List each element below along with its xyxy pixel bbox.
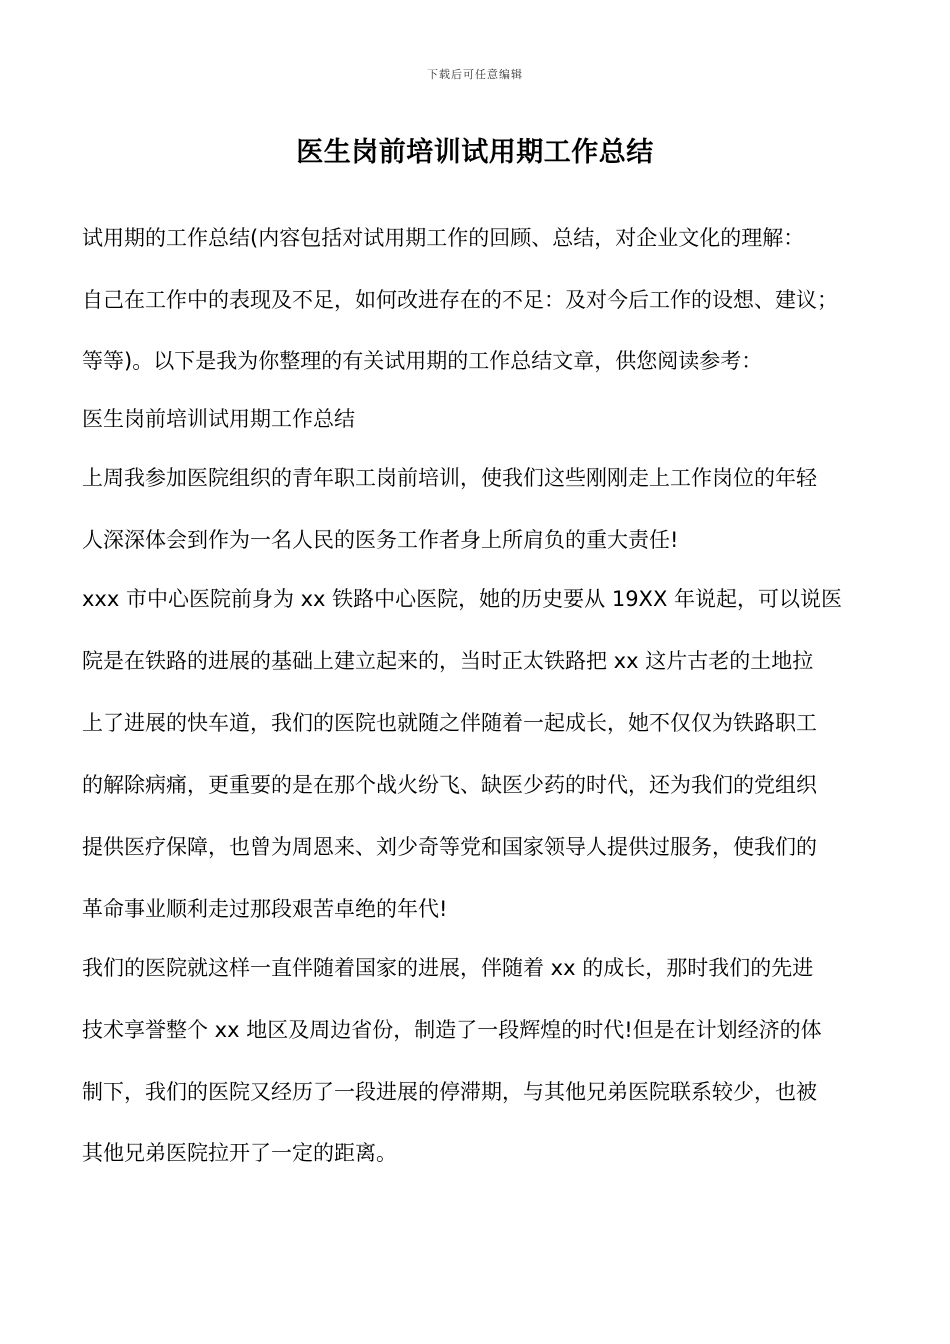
body-line: 制下，我们的医院又经历了一段进展的停滞期，与其他兄弟医院联系较少，也被 [82,1080,817,1104]
body-line: 自己在工作中的表现及不足，如何改进存在的不足：及对今后工作的设想、建议； [82,288,838,312]
section-heading: 医生岗前培训试用期工作总结 [82,407,355,431]
body-line: 技术享誉整个 xx 地区及周边省份，制造了一段辉煌的时代!但是在计划经济的体 [82,1018,822,1042]
body-line: 上了进展的快车道，我们的医院也就随之伴随着一起成长，她不仅仅为铁路职工 [82,711,817,735]
header-note: 下载后可任意编辑 [427,68,523,81]
body-line: 人深深体会到作为一名人民的医务工作者身上所肩负的重大责任! [82,528,679,552]
body-line: 上周我参加医院组织的青年职工岗前培训，使我们这些刚刚走上工作岗位的年轻 [82,466,817,490]
body-line: 试用期的工作总结(内容包括对试用期工作的回顾、总结，对企业文化的理解： [82,226,805,250]
body-line: 其他兄弟医院拉开了一定的距离。 [82,1141,397,1165]
body-line: 的解除病痛，更重要的是在那个战火纷飞、缺医少药的时代，还为我们的党组织 [82,773,817,797]
body-line: xxx 市中心医院前身为 xx 铁路中心医院，她的历史要从 19XX 年说起，可以说医 [82,587,843,611]
body-line: 院是在铁路的进展的基础上建立起来的，当时正太铁路把 xx 这片古老的土地拉 [82,649,814,673]
body-line: 革命事业顺利走过那段艰苦卓绝的年代! [82,897,448,921]
body-line: 提供医疗保障，也曾为周恩来、刘少奇等党和国家领导人提供过服务，使我们的 [82,835,817,859]
body-line: 我们的医院就这样一直伴随着国家的进展，伴随着 xx 的成长，那时我们的先进 [82,956,814,980]
body-line: 等等)。以下是我为你整理的有关试用期的工作总结文章，供您阅读参考： [82,349,763,373]
document-title: 医生岗前培训试用期工作总结 [296,137,654,168]
